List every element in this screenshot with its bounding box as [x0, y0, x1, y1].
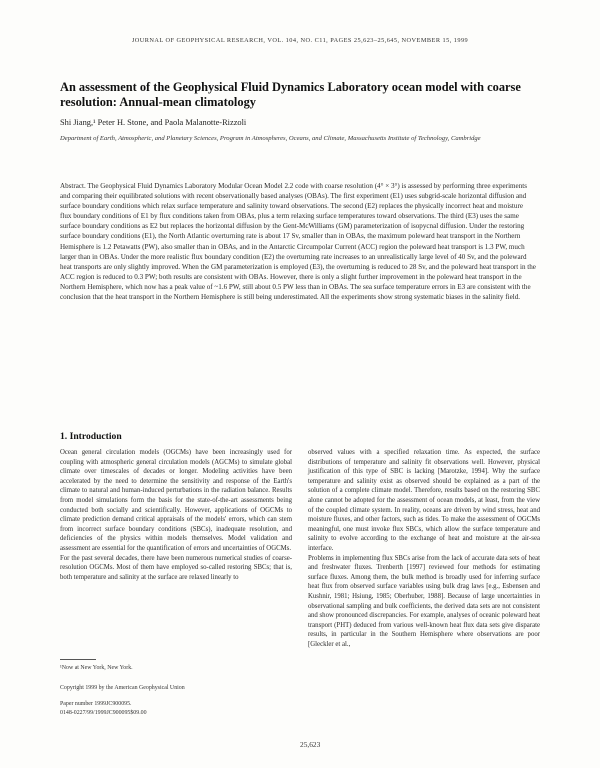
running-header: JOURNAL OF GEOPHYSICAL RESEARCH, VOL. 104, NO. C11, PAGES 25,623–25,645, NOVEMBER 15, 1999: [131, 37, 469, 44]
abstract: [60, 181, 536, 302]
right-column: [308, 448, 540, 649]
intro-paragraph-2: For the past several decades, there have been numerous numerical studies of coarse-resolution OGCMs. Most of them have employed so-called restoring SBCs; that is, both temperature and salinity at the surface are relaxed linearly to: [60, 554, 292, 581]
section-heading-introduction: 1. Introduction: [60, 431, 122, 442]
intro-paragraph-4: Problems in implementing flux SBCs arise from the lack of accurate data sets of heat and freshwater fluxes. Trenberth [1997] reviewed four methods for estimating surface fluxes. Among them, the bulk method is broadly used for inferring surface heat flux from observed surface variables using bulk drag laws [e.g., Esbensen and Kushnir, 1981; Hsiung, 1985; Oberhuber, 1988]. Because of large uncertainties in observational sampling and bulk coefficients, the derived data sets are not consistent and show pronounced discrepancies. For example, analyses of oceanic poleward heat transport (PHT) deduced from various well-known heat flux data sets give disparate results, in particular in the Southern Hemisphere where observations are poor [Gleckler et al.,: [308, 554, 540, 648]
intro-paragraph-1: Ocean general circulation models (OGCMs) have been increasingly used for coupling with atmospheric general circulation models (AGCMs) to simulate global climate over timescales of decades or longer. Modeling activities have been accelerated by the need to determine the sensitivity and response of the Earth's climate to natural and human-induced perturbations in the radiation balance. Results from model simulations form the basis for the state-of-the-art assessments being conducted both socially and scientifically. However, applications of OGCMs to climate prediction demand critical appraisals of the models' errors, which can stem from incorrect surface boundary conditions (SBCs), inadequate resolution, and deficiencies of the physics within models themselves. Model validation and assessment are essential for the quantification of errors and uncertainties of OGCMs.: [60, 449, 292, 552]
author-list: Shi Jiang,¹ Peter H. Stone, and Paola Malanotte-Rizzoli: [60, 118, 247, 127]
paper-number: Paper number 1999JC900095.: [60, 701, 132, 707]
footnote-author: ¹Now at New York, New York.: [60, 665, 133, 671]
author-affiliation: Department of Earth, Atmospheric, and Planetary Sciences, Program in Atmospheres, Oceans, and Climate, Massachusetts Institute of Technology, Cambridge: [60, 135, 481, 142]
intro-paragraph-3: observed values with a specified relaxation time. As expected, the surface distributions of temperature and salinity fit observations well. However, physical justification of this type of SBC is lacking [Marotzke, 1994]. Why the surface temperature and salinity exist as observed should be explained as a part of the solution of a complete climate model. Therefore, results based on the restoring SBC alone cannot be adopted for the assessment of ocean models, at least, from the view of the coupled climate system. In reality, oceans are driven by wind stress, heat and moisture fluxes, and other factors, such as tides. To make the assessment of OGCMs meaningful, one must invoke flux SBCs, which allow the surface temperature and salinity to evolve according to the exchange of heat and moisture at the air-sea interface.: [308, 449, 540, 552]
abstract-text: The Geophysical Fluid Dynamics Laboratory Modular Ocean Model 2.2 code with coarse resolution (4° × 3°) is assessed by performing three experiments and comparing their equilibrated solutions with recent observationally based analyses (OBAs). The first experiment (E1) uses subgrid-scale horizontal diffusion and surface boundary conditions which relax surface temperature and salinity toward observations. The second (E2) replaces the physically incorrect heat and moisture flux boundary conditions of E1 by flux conditions taken from OBAs, plus a term relaxing surface temperatures toward observations. The third (E3) uses the same surface boundary conditions as E2 but replaces the horizontal diffusion by the Gent-McWilliams (GM) parameterization of isopycnal diffusion. Under the restoring surface boundary conditions (E1), the North Atlantic overturning rate is about 17 Sv, smaller than in OBAs, the maximum poleward heat transport in the Northern Hemisphere is 1.2 Petawatts (PW), also smaller than in OBAs, and in the Antarctic Circumpolar Current (ACC) region the poleward heat transport is 1.3 PW, much larger than in OBAs. Under the more realistic flux boundary condition (E2) the overturning rate increases to an unrealistically large level of 40 Sv, and the poleward heat transports are only slightly improved. When the GM parameterization is employed (E3), the overturning is reduced to 28 Sv, and the poleward heat transport in the ACC region is reduced to 0.3 PW; both results are consistent with OBAs. However, there is only a slight further improvement in the poleward heat transport in the Northern Hemisphere, which now has a peak value of ~1.6 PW, still about 0.5 PW less than in OBAs. The sea surface temperature errors in E3 are consistent with the conclusion that the heat transport in the Northern Hemisphere is still being underestimated. All the experiments show strong systematic biases in the salinity field.: [60, 182, 536, 302]
abstract-label: Abstract.: [60, 182, 86, 190]
left-column: [60, 448, 292, 582]
article-identifier: 0148-0227/99/1999JC900095$09.00: [60, 710, 147, 716]
page-number: 25,623: [300, 740, 321, 749]
footnote-divider: [60, 659, 96, 660]
copyright-notice: Copyright 1999 by the American Geophysical Union: [60, 685, 185, 691]
article-title: An assessment of the Geophysical Fluid Dynamics Laboratory ocean model with coarse resolution: Annual-mean climatology: [60, 80, 521, 109]
